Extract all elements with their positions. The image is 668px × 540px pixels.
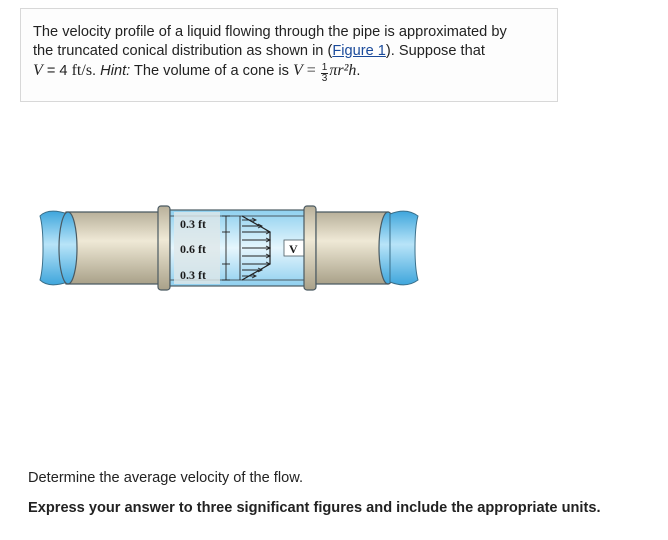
fraction-denominator: 3	[321, 73, 328, 84]
problem-line-1: The velocity profile of a liquid flowing through the pipe is approximated by	[33, 24, 507, 40]
problem-line-2	[33, 42, 545, 61]
label-velocity-v: V	[289, 242, 298, 256]
cone-formula: πr²h	[329, 62, 357, 79]
problem-line-2-start: the truncated conical distribution as shown in (	[33, 43, 333, 59]
label-bot-0-3ft: 0.3 ft	[180, 268, 206, 282]
right-water-stream	[390, 211, 418, 285]
hint-end: .	[356, 63, 361, 79]
volume-symbol: V	[292, 62, 303, 79]
velocity-symbol: V	[33, 62, 43, 79]
equals-sign: =	[302, 62, 320, 79]
instruction-text: Express your answer to three significant figures and include the appropriate units.	[28, 500, 601, 516]
hint-label: Hint:	[100, 63, 131, 79]
velocity-value: = 4	[42, 63, 72, 79]
fraction-numerator: 1	[321, 62, 328, 73]
label-mid-0-6ft: 0.6 ft	[180, 242, 206, 256]
velocity-unit: ft/s	[71, 62, 93, 79]
problem-line-3	[33, 61, 545, 84]
problem-statement	[20, 8, 558, 102]
one-third-fraction	[321, 63, 329, 84]
question-text: Determine the average velocity of the flow.	[28, 470, 303, 486]
left-pipe-opening	[59, 212, 77, 284]
figure-1-link[interactable]: Figure 1	[332, 43, 386, 59]
right-flange	[304, 206, 316, 290]
label-top-0-3ft: 0.3 ft	[180, 217, 206, 231]
pipe-velocity-figure	[38, 196, 420, 302]
period: .	[92, 63, 97, 79]
hint-text: The volume of a cone is	[130, 63, 293, 79]
left-flange	[158, 206, 170, 290]
problem-line-2-end: ). Suppose that	[385, 43, 485, 59]
